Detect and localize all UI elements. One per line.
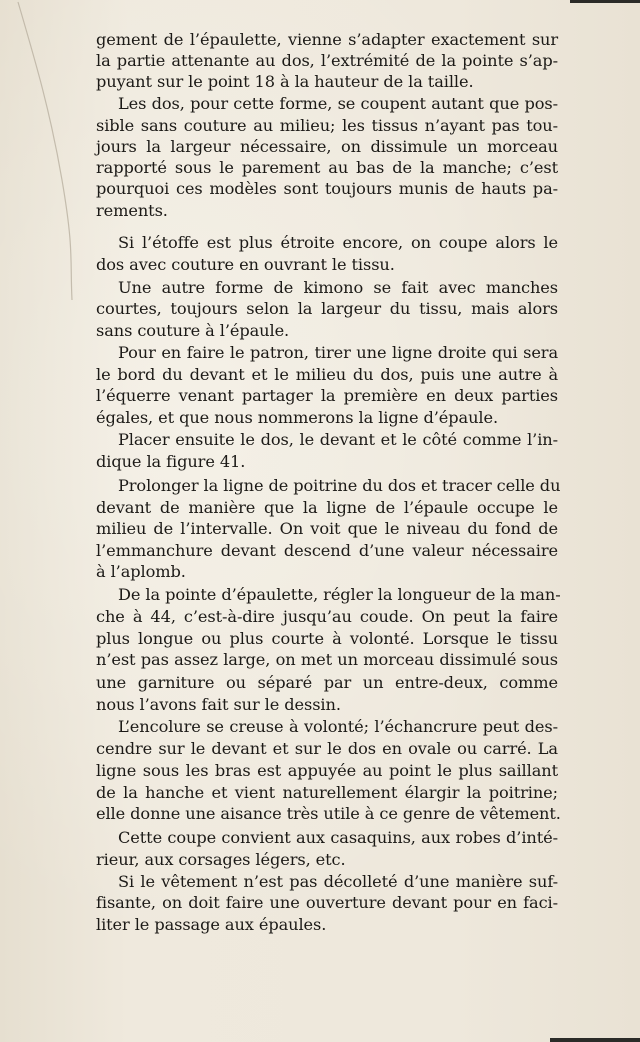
text-line: dique la figure 41.: [96, 452, 246, 471]
page-edge-shadow-top: [570, 0, 640, 3]
text-line: Cette coupe convient aux casaquins, aux robes d’inté-: [118, 828, 558, 847]
text-line: Placer ensuite le dos, le devant et le côté comme l’in-: [118, 430, 558, 449]
text-line: milieu de l’intervalle. On voit que le niveau du fond de: [96, 519, 558, 538]
text-line: puyant sur le point 18 à la hauteur de la taille.: [96, 72, 474, 91]
text-line: De la pointe d’épaulette, régler la longueur de la man-: [118, 585, 561, 604]
text-line: cendre sur le devant et sur le dos en ovale ou carré. La: [96, 739, 558, 758]
text-line: che à 44, c’est-à-dire jusqu’au coude. On peut la faire: [96, 607, 558, 626]
text-line: le bord du devant et le milieu du dos, puis une autre à: [96, 365, 558, 384]
text-line: Prolonger la ligne de poitrine du dos et tracer celle du: [118, 476, 561, 495]
text-line: fisante, on doit faire une ouverture devant pour en faci-: [96, 893, 558, 912]
text-line: plus longue ou plus courte à volonté. Lorsque le tissu: [96, 629, 558, 648]
text-line: elle donne une aisance très utile à ce genre de vêtement.: [96, 804, 561, 823]
text-line: sible sans couture au milieu; les tissus n’ayant pas tou-: [96, 116, 558, 135]
text-line: rements.: [96, 201, 168, 220]
text-line: dos avec couture en ouvrant le tissu.: [96, 255, 395, 274]
text-line: L’encolure se creuse à volonté; l’échancrure peut des-: [118, 717, 558, 736]
text-line: gement de l’épaulette, vienne s’adapter exactement sur: [96, 30, 558, 49]
text-line: Si l’étoffe est plus étroite encore, on coupe alors le: [118, 233, 558, 252]
text-line: rapporté sous le parement au bas de la manche; c’est: [96, 158, 558, 177]
text-line: pourquoi ces modèles sont toujours munis de hauts pa-: [96, 179, 558, 198]
text-line: Si le vêtement n’est pas décolleté d’une manière suf-: [118, 872, 558, 891]
text-line: nous l’avons fait sur le dessin.: [96, 695, 341, 714]
text-line: Les dos, pour cette forme, se coupent autant que pos-: [118, 94, 558, 113]
text-line: Une autre forme de kimono se fait avec manches: [118, 278, 558, 297]
text-line: Pour en faire le patron, tirer une ligne droite qui sera: [118, 343, 558, 362]
text-line: l’emmanchure devant descend d’une valeur nécessaire: [96, 541, 558, 560]
page-edge-shadow-bottom: [550, 1038, 640, 1042]
text-line: l’équerre venant partager la première en deux parties: [96, 386, 558, 405]
text-line: courtes, toujours selon la largeur du tissu, mais alors: [96, 299, 558, 318]
text-line: liter le passage aux épaules.: [96, 915, 327, 934]
text-line: une garniture ou séparé par un entre-deux, comme: [96, 673, 558, 692]
text-line: devant de manière que la ligne de l’épaule occupe le: [96, 498, 558, 517]
text-line: jours la largeur nécessaire, on dissimule un morceau: [96, 137, 558, 156]
text-line: la partie attenante au dos, l’extrémité de la pointe s’ap-: [96, 51, 558, 70]
text-line: de la hanche et vient naturellement élargir la poitrine;: [96, 783, 558, 802]
text-line: égales, et que nous nommerons la ligne d’épaule.: [96, 408, 499, 427]
text-line: n’est pas assez large, on met un morceau dissimulé sous: [96, 650, 558, 669]
text-line: à l’aplomb.: [96, 562, 186, 581]
text-line: ligne sous les bras est appuyée au point le plus saillant: [96, 761, 558, 780]
text-line: sans couture à l’épaule.: [96, 321, 290, 340]
text-line: rieur, aux corsages légers, etc.: [96, 850, 346, 869]
